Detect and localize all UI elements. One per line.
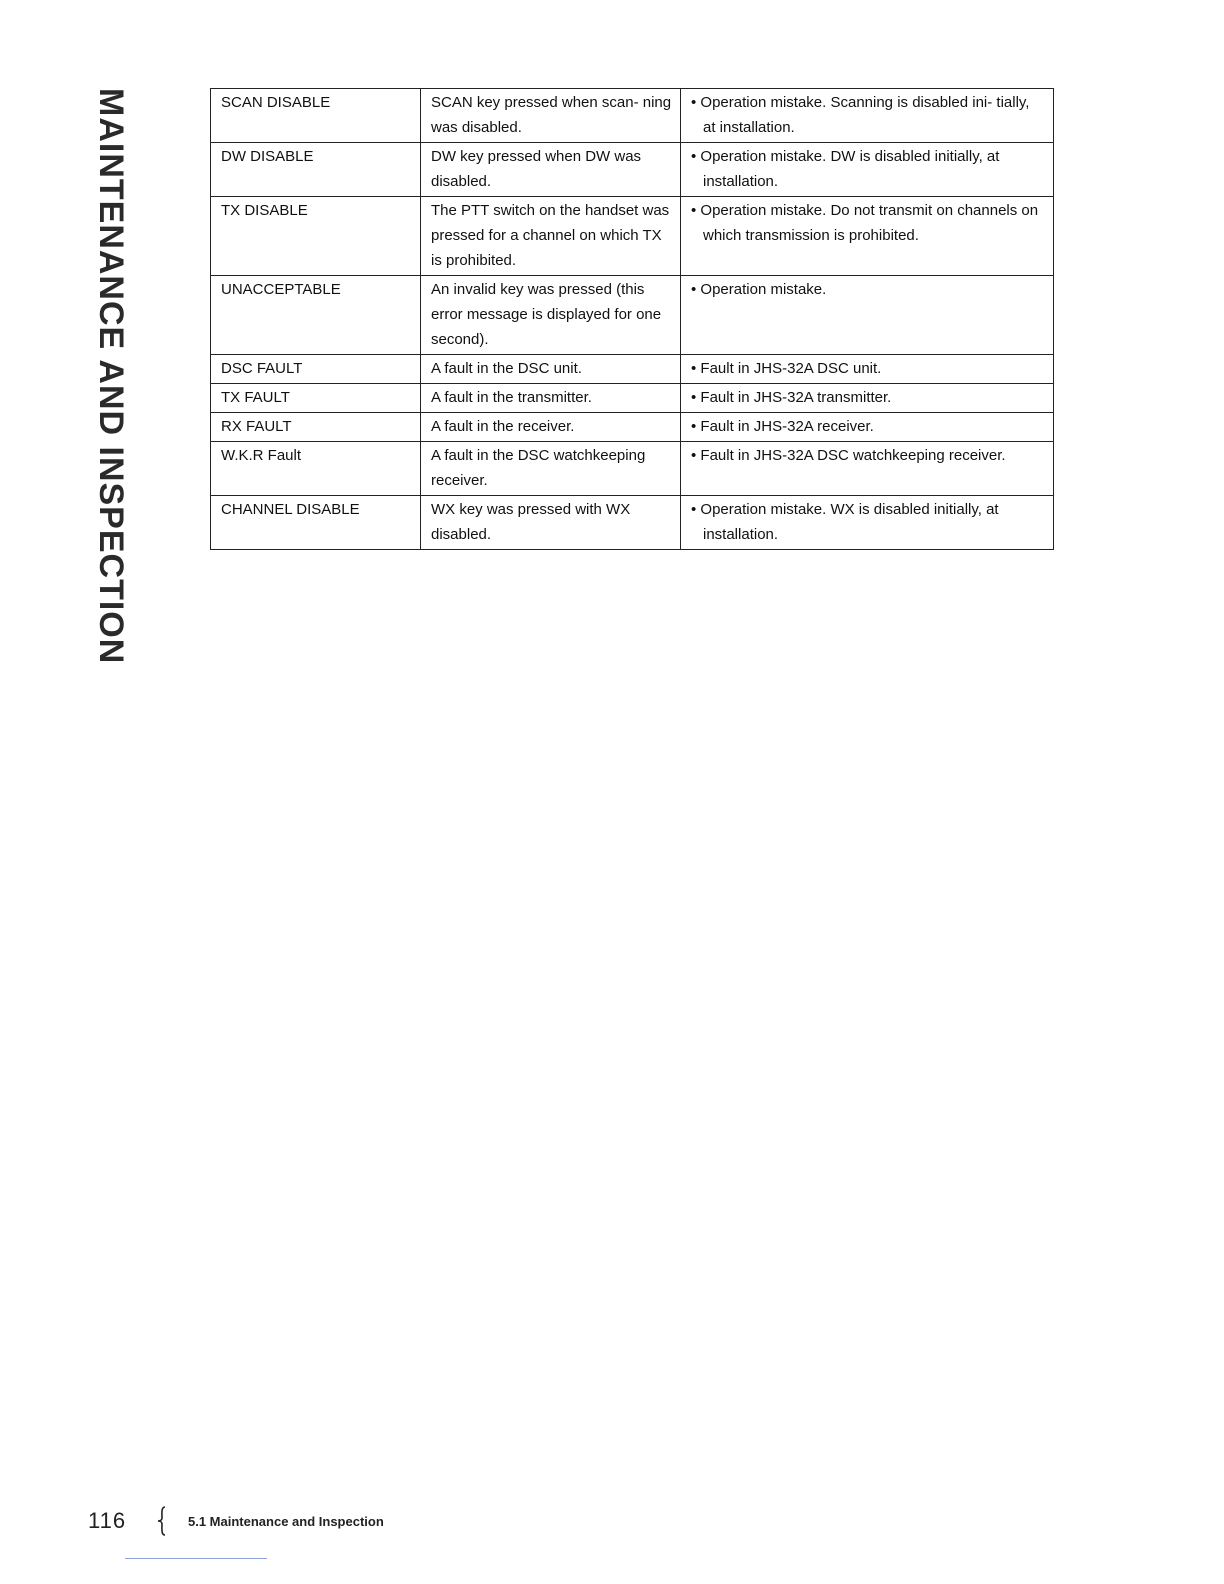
cause-cell: A fault in the DSC watchkeeping receiver. <box>421 442 681 496</box>
message-cell: RX FAULT <box>211 413 421 442</box>
cause-cell: A fault in the receiver. <box>421 413 681 442</box>
remedy-text: • Fault in JHS-32A receiver. <box>691 418 874 435</box>
message-cell: TX DISABLE <box>211 197 421 276</box>
message-cell: SCAN DISABLE <box>211 89 421 143</box>
remedy-cell <box>681 384 1054 413</box>
page-footer <box>88 1504 384 1538</box>
footer-rule <box>125 1558 267 1559</box>
error-message-table <box>210 88 1054 550</box>
table-row <box>211 442 1054 496</box>
message-cell: DSC FAULT <box>211 355 421 384</box>
cause-cell: WX key was pressed with WX disabled. <box>421 496 681 550</box>
remedy-text: • Operation mistake. Scanning is disabled ini- tially, at installation. <box>691 94 1030 136</box>
cause-cell: A fault in the transmitter. <box>421 384 681 413</box>
side-tab-title: MAINTENANCE AND INSPECTION <box>92 88 130 665</box>
table-row <box>211 384 1054 413</box>
remedy-text: • Operation mistake. WX is disabled initially, at installation. <box>691 501 999 543</box>
table-row <box>211 355 1054 384</box>
table-row <box>211 89 1054 143</box>
table-row <box>211 143 1054 197</box>
remedy-cell <box>681 355 1054 384</box>
remedy-cell <box>681 197 1054 276</box>
message-cell: W.K.R Fault <box>211 442 421 496</box>
cause-cell: The PTT switch on the handset was pressed for a channel on which TX is prohibited. <box>421 197 681 276</box>
remedy-cell <box>681 496 1054 550</box>
cause-cell: A fault in the DSC unit. <box>421 355 681 384</box>
table-row <box>211 276 1054 355</box>
remedy-cell <box>681 442 1054 496</box>
remedy-text: • Operation mistake. <box>691 281 827 298</box>
remedy-cell <box>681 276 1054 355</box>
message-cell: UNACCEPTABLE <box>211 276 421 355</box>
cause-cell: SCAN key pressed when scan- ning was disabled. <box>421 89 681 143</box>
remedy-text: • Fault in JHS-32A DSC watchkeeping receiver. <box>691 447 1006 464</box>
remedy-text: • Fault in JHS-32A DSC unit. <box>691 360 882 377</box>
table-row <box>211 413 1054 442</box>
remedy-text: • Operation mistake. DW is disabled initially, at installation. <box>691 148 1000 190</box>
table-row <box>211 496 1054 550</box>
remedy-cell <box>681 89 1054 143</box>
remedy-text: • Fault in JHS-32A transmitter. <box>691 389 892 406</box>
cause-cell: DW key pressed when DW was disabled. <box>421 143 681 197</box>
remedy-cell <box>681 413 1054 442</box>
page-number: 116 <box>88 1508 127 1533</box>
curly-brace-icon <box>156 1506 170 1536</box>
remedy-text: • Operation mistake. Do not transmit on channels on which transmission is prohibited. <box>691 202 1039 244</box>
cause-cell: An invalid key was pressed (this error message is displayed for one second). <box>421 276 681 355</box>
table-row <box>211 197 1054 276</box>
message-cell: CHANNEL DISABLE <box>211 496 421 550</box>
message-cell: TX FAULT <box>211 384 421 413</box>
message-cell: DW DISABLE <box>211 143 421 197</box>
section-label: 5.1 Maintenance and Inspection <box>188 1513 384 1529</box>
remedy-cell <box>681 143 1054 197</box>
